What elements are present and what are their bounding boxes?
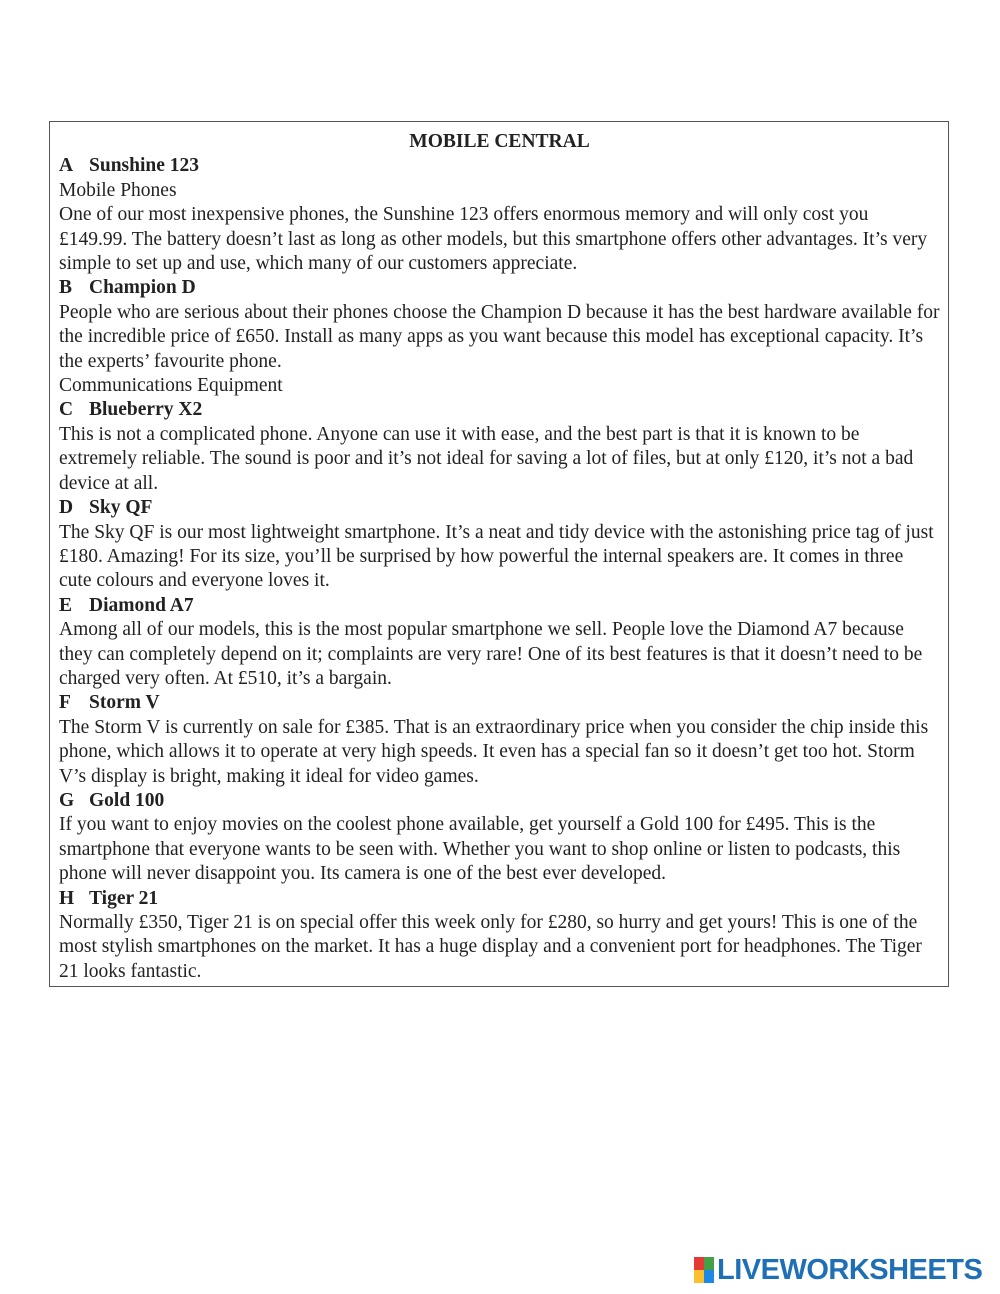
entry-note: Communications Equipment (59, 375, 283, 397)
entry-letter: G (59, 789, 75, 811)
entry-letter: E (59, 594, 73, 616)
entry-name: Tiger 21 (89, 887, 159, 909)
entry-heading (59, 887, 940, 911)
liveworksheets-logo-icon (694, 1257, 714, 1283)
entry-letter: C (59, 399, 74, 421)
entry-heading (59, 398, 940, 422)
entry-description: The Storm V is currently on sale for £385. That is an extraordinary price when you consider the chip inside this phone, which allows it to operate at very high speeds. It even has a special fan so it doesn’t get too hot. Storm V’s display is bright, making it ideal for video games. (59, 716, 929, 787)
entry-heading (59, 691, 940, 715)
entry-name: Sky QF (89, 497, 153, 519)
entry-description: Normally £350, Tiger 21 is on special offer this week only for £280, so hurry and get yours! This is one of the most stylish smartphones on the market. It has a huge display and a convenient port for headphones. The Tiger 21 looks fantastic. (59, 912, 922, 982)
entry-heading (59, 594, 940, 618)
entry-heading (59, 276, 940, 300)
entry-description: This is not a complicated phone. Anyone can use it with ease, and the best part is that it is known to be extremely reliable. The sound is poor and it’s not ideal for saving a lot of files, but at only £120, it’s not a bad device at all. (59, 423, 914, 494)
entry-note: Mobile Phones (59, 179, 177, 201)
document-title: MOBILE CENTRAL (409, 131, 590, 152)
entry-letter: F (59, 692, 71, 714)
entry-heading (59, 789, 940, 813)
entry-letter: A (59, 155, 74, 177)
entry-name: Diamond A7 (89, 594, 194, 616)
entry-name: Sunshine 123 (89, 155, 200, 177)
entry-description: If you want to enjoy movies on the coolest phone available, get yourself a Gold 100 for £495. This is the smartphone that everyone wants to be seen with. Whether you want to shop online or listen to podcasts, this phone will never disappoint you. Its camera is one of the best ever developed. (59, 814, 901, 885)
entries-list (59, 154, 940, 984)
entry-name: Blueberry X2 (89, 399, 203, 421)
entry-letter: D (59, 497, 74, 519)
entry-description: People who are serious about their phones choose the Champion D because it has the best hardware available for the incredible price of £650. Install as many apps as you want because this model has exceptional capacity. It’s the experts’ favourite phone. (59, 301, 940, 372)
entry-letter: H (59, 887, 75, 909)
entry-name: Champion D (89, 277, 196, 299)
entry-name: Gold 100 (89, 789, 165, 811)
entry-name: Storm V (89, 692, 160, 714)
entry-letter: B (59, 277, 73, 299)
entry-description: One of our most inexpensive phones, the Sunshine 123 offers enormous memory and will only cost you £149.99. The battery doesn’t last as long as other models, but this smartphone offers other advantages. It’s very simple to set up and use, which many of our customers appreciate. (59, 204, 928, 275)
liveworksheets-logo (694, 1255, 982, 1285)
entry-heading (59, 496, 940, 520)
document-box (49, 121, 949, 987)
entry-description: Among all of our models, this is the most popular smartphone we sell. People love the Diamond A7 because they can completely depend on it; complaints are very rare! One of its best features is that it doesn’t need to be charged very often. At £510, it’s a bargain. (59, 619, 923, 689)
entry-description: The Sky QF is our most lightweight smartphone. It’s a neat and tidy device with the astonishing price tag of just £180. Amazing! For its size, you’ll be surprised by how powerful the internal speakers are. It comes in three cute colours and everyone loves it. (59, 521, 934, 592)
brand-name: LIVEWORKSHEETS (717, 1254, 983, 1286)
entry-heading (59, 154, 940, 178)
